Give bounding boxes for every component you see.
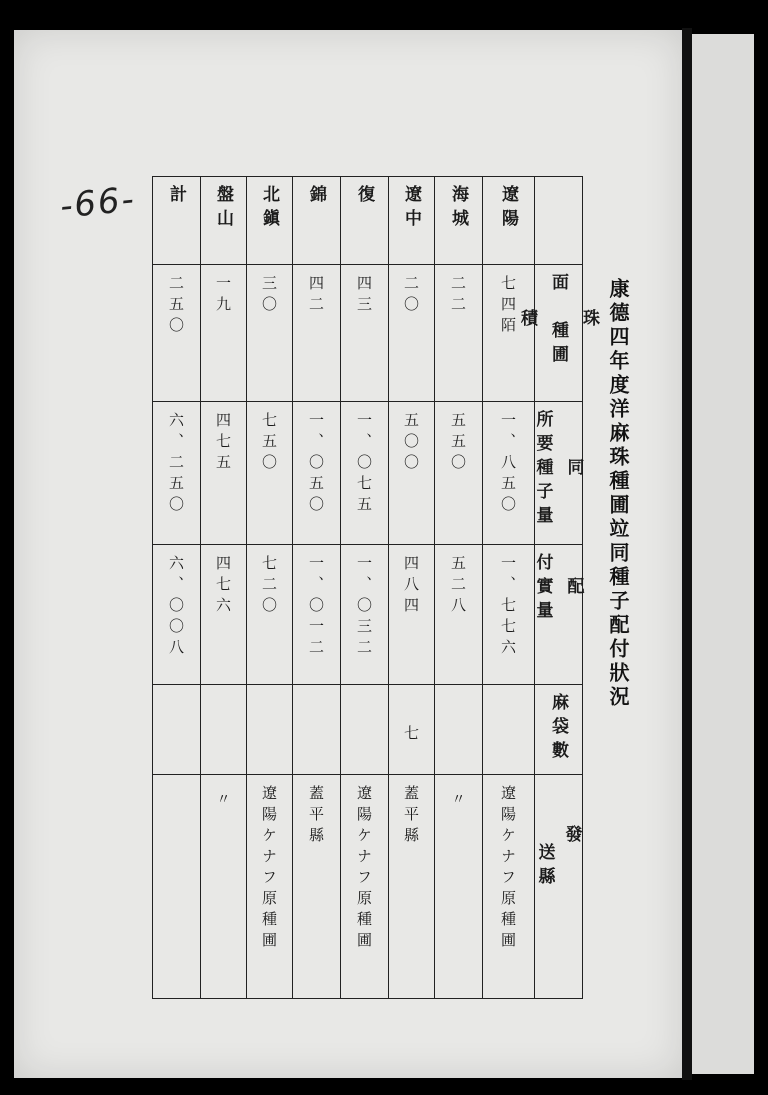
bags-5: [247, 685, 293, 775]
bags-0: [483, 685, 535, 775]
source-3: 遼陽ケナフ原種圃: [341, 775, 389, 999]
col-total-name: 計: [153, 177, 201, 265]
source-2: 蓋平縣: [389, 775, 435, 999]
seed-1: 五五〇: [435, 402, 483, 545]
source-0: 遼陽ケナフ原種圃: [483, 775, 535, 999]
total-bags: [153, 685, 201, 775]
row-name-5: 北鎭: [247, 177, 293, 265]
source-4: 蓋平縣: [293, 775, 341, 999]
seed-3: 一、〇七五: [341, 402, 389, 545]
dist-5: 七二〇: [247, 545, 293, 685]
total-source: [153, 775, 201, 999]
facing-page-edge: [692, 34, 754, 1074]
page-number: -66-: [58, 179, 138, 227]
seed-2: 五〇〇: [389, 402, 435, 545]
seed-6: 四七五: [201, 402, 247, 545]
dist-2: 四八四: [389, 545, 435, 685]
dist-4: 一、〇一二: [293, 545, 341, 685]
row-name-1: 海城: [435, 177, 483, 265]
bags-4: [293, 685, 341, 775]
dist-6: 四七六: [201, 545, 247, 685]
row-name-0: 遼陽: [483, 177, 535, 265]
total-area: 二五〇: [153, 265, 201, 402]
corner-cell: [535, 177, 583, 265]
area-6: 一九: [201, 265, 247, 402]
bags-3: [341, 685, 389, 775]
row-name-6: 盤山: [201, 177, 247, 265]
total-dist: 六、〇〇八: [153, 545, 201, 685]
header-seed-needed: 同 所要種子量: [535, 402, 583, 545]
header-area: 珠 面 種圃 積: [535, 265, 583, 402]
seed-distribution-table: [152, 176, 599, 999]
header-distributed: 配 付實量: [535, 545, 583, 685]
dist-0: 一、七七六: [483, 545, 535, 685]
dist-1: 五二八: [435, 545, 483, 685]
seed-5: 七五〇: [247, 402, 293, 545]
book-spine: [682, 28, 692, 1080]
row-name-3: 復: [341, 177, 389, 265]
seed-0: 一、八五〇: [483, 402, 535, 545]
row-name-2: 遼中: [389, 177, 435, 265]
source-1: 〃: [435, 775, 483, 999]
total-seed: 六、二五〇: [153, 402, 201, 545]
area-1: 二二: [435, 265, 483, 402]
area-4: 四二: [293, 265, 341, 402]
seed-4: 一、〇五〇: [293, 402, 341, 545]
area-0: 七四陌: [483, 265, 535, 402]
source-6: 〃: [201, 775, 247, 999]
area-2: 二〇: [389, 265, 435, 402]
table-title: 康德四年度洋麻珠種圃竝同種子配付狀況: [606, 278, 630, 710]
bags-2: 七: [389, 685, 435, 775]
header-source: 發 送縣: [535, 775, 583, 999]
bags-6: [201, 685, 247, 775]
bags-1: [435, 685, 483, 775]
dist-3: 一、〇三二: [341, 545, 389, 685]
area-3: 四三: [341, 265, 389, 402]
row-name-4: 錦: [293, 177, 341, 265]
area-5: 三〇: [247, 265, 293, 402]
source-5: 遼陽ケナフ原種圃: [247, 775, 293, 999]
header-bags: 麻袋數: [535, 685, 583, 775]
